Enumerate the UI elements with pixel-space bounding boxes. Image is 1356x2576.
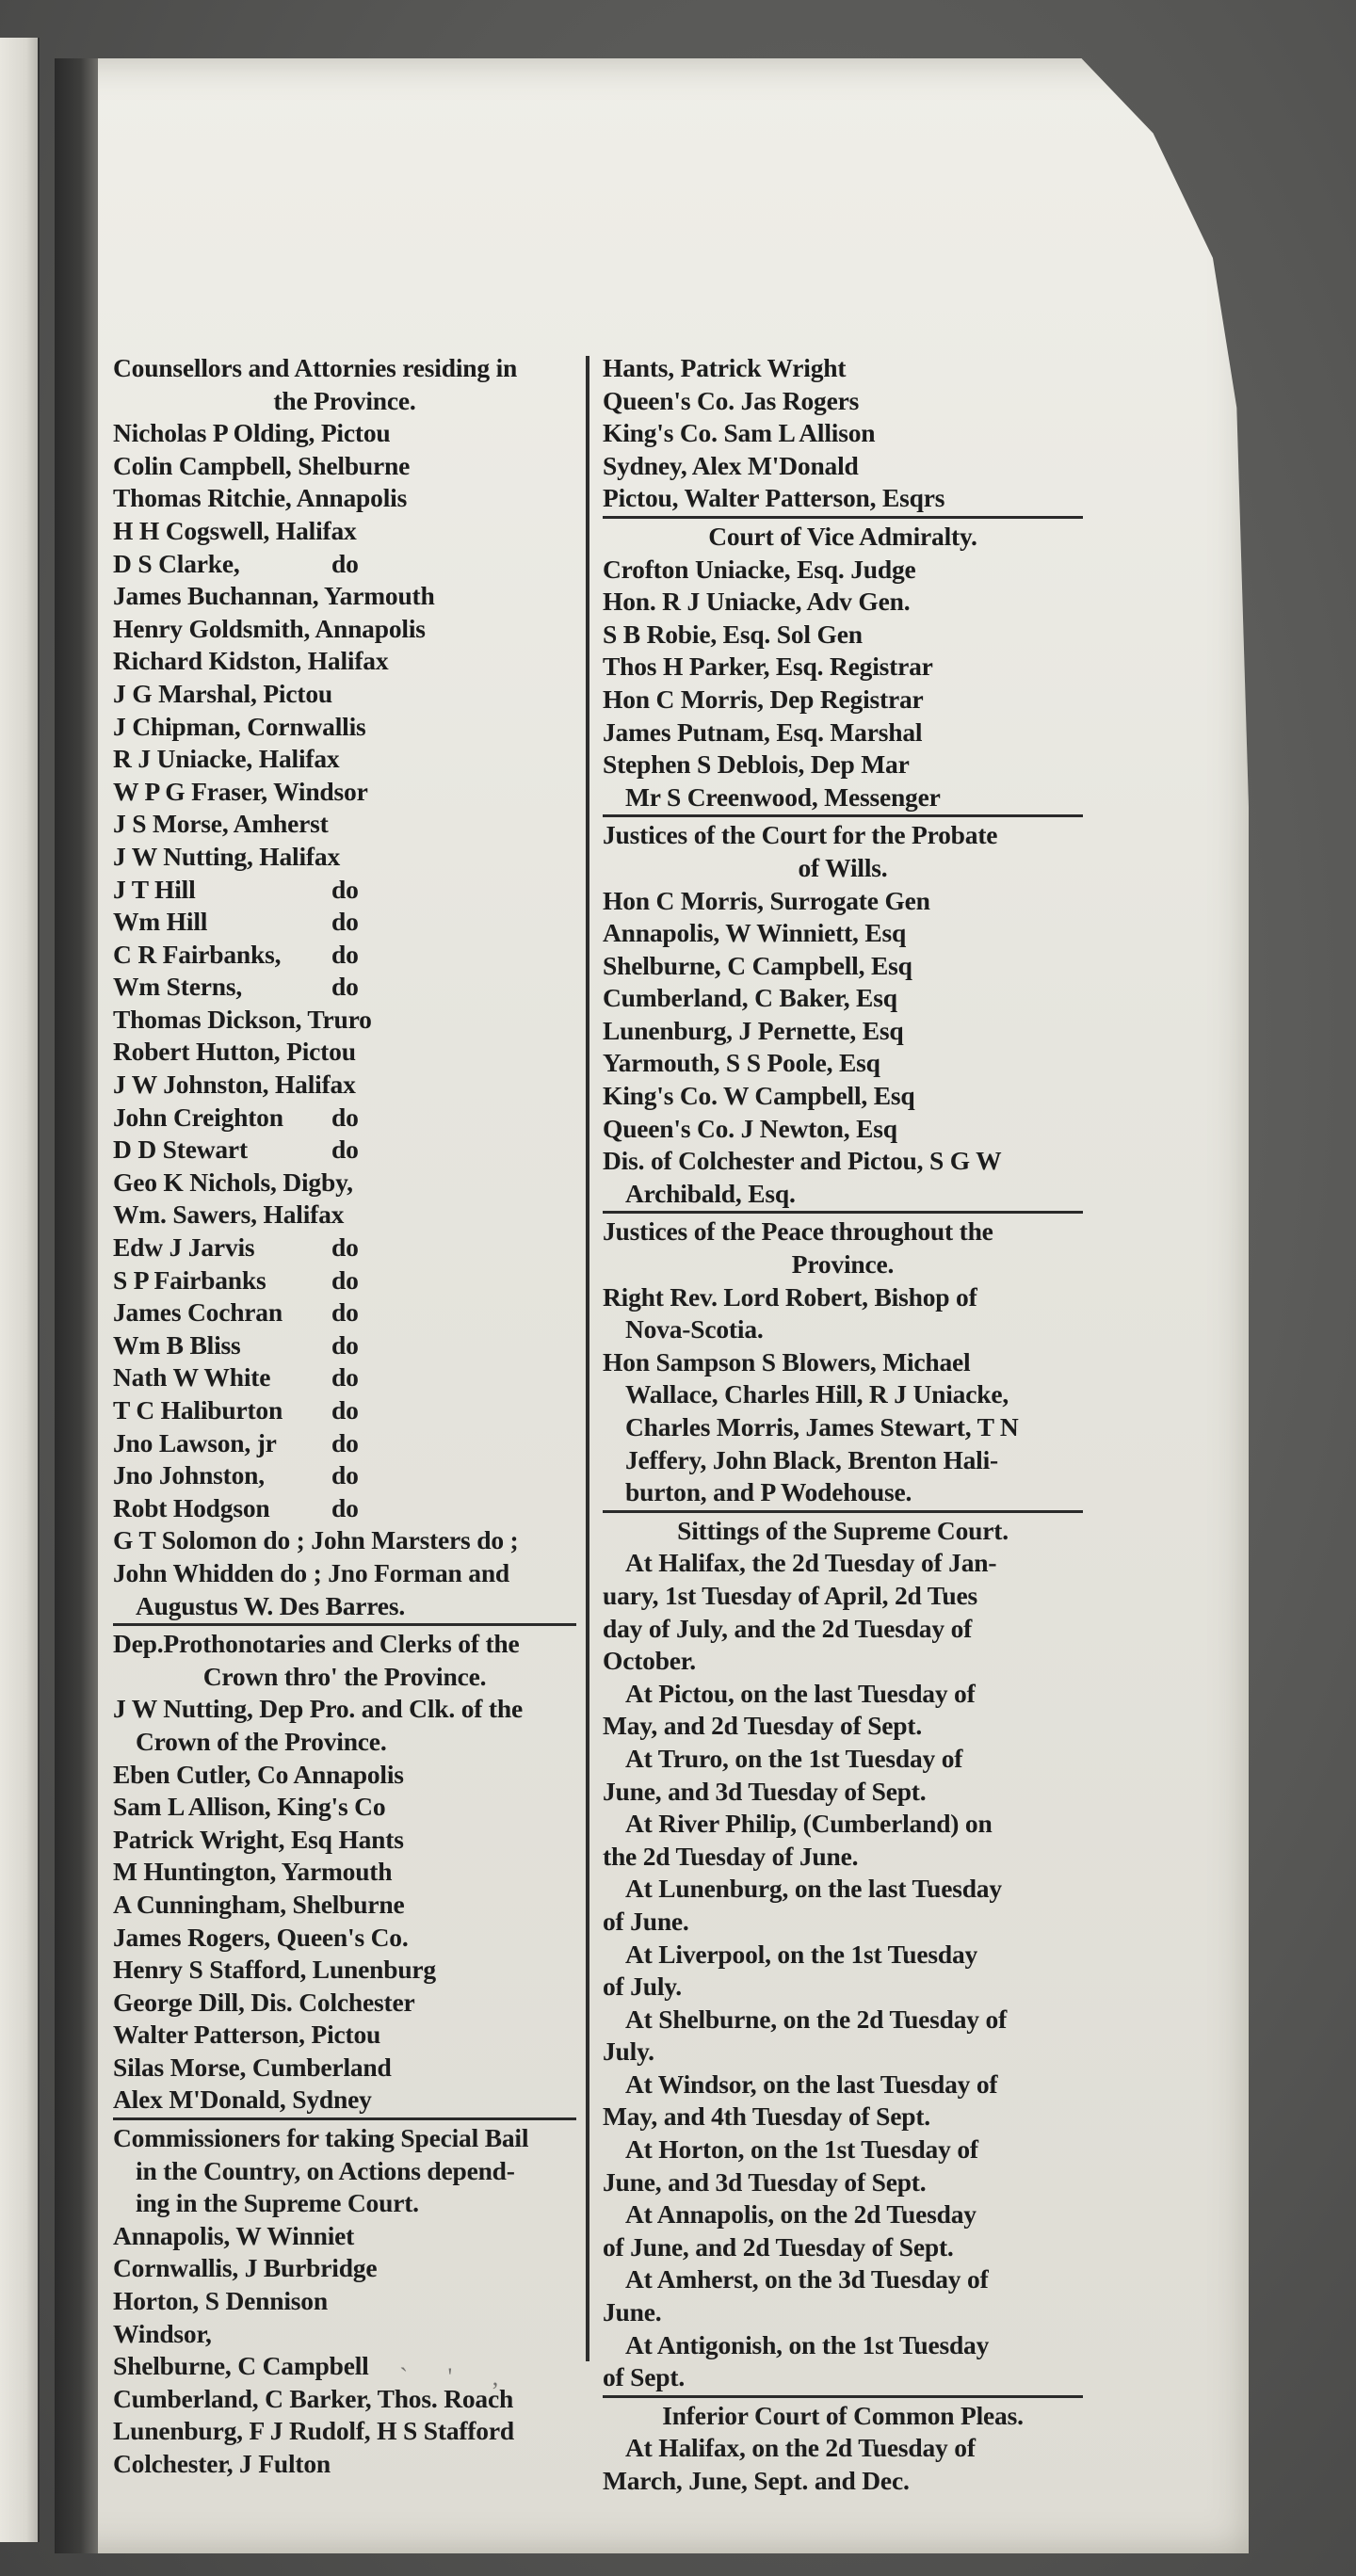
list-item — [113, 515, 576, 548]
list-item: King's Co. W Campbell, Esq — [603, 1081, 915, 1111]
text-line: At Shelburne, on the 2d Tuesday of — [625, 2004, 1008, 2034]
counsellor-name: J W Nutting, Halifax — [113, 841, 340, 871]
ditto-mark: do — [331, 548, 359, 578]
counsellor-name: John Creighton — [113, 1102, 283, 1132]
list-item: S B Robie, Esq. Sol Gen — [603, 619, 863, 649]
ditto-mark: do — [331, 972, 359, 1002]
counsellor-name: D D Stewart — [113, 1135, 248, 1165]
counsellor-name: Thomas Ritchie, Annapolis — [113, 483, 408, 513]
list-item — [113, 417, 576, 450]
list-item — [113, 1296, 576, 1329]
list-item: Dis. of Colchester and Pictou, S G W — [603, 1146, 1002, 1176]
counsellor-name: James Cochran — [113, 1297, 282, 1328]
text-line: Charles Morris, James Stewart, T N — [625, 1412, 1019, 1441]
section-rule — [113, 1623, 576, 1626]
ditto-mark: do — [331, 874, 359, 904]
text-line: At Windsor, on the last Tuesday of — [625, 2069, 998, 2099]
text-line: of Sept. — [603, 2362, 686, 2392]
text-line: Jeffery, John Black, Brenton Hali- — [625, 1444, 999, 1474]
counsellor-name: James Buchannan, Yarmouth — [113, 581, 435, 611]
counsellor-name: Henry Goldsmith, Annapolis — [113, 613, 426, 643]
list-item: M Huntington, Yarmouth — [113, 1857, 393, 1887]
counsellor-name: T C Haliburton — [113, 1395, 283, 1425]
column-divider — [586, 356, 589, 2361]
text-line: Nova-Scotia. — [625, 1314, 764, 1344]
counsellor-name: W P G Fraser, Windsor — [113, 776, 368, 806]
text-line: May, and 4th Tuesday of Sept. — [603, 2101, 930, 2132]
list-item: Cornwallis, J Burbridge — [113, 2253, 378, 2283]
list-item: Archibald, Esq. — [625, 1178, 796, 1208]
list-item — [113, 645, 576, 678]
list-item — [113, 1492, 576, 1525]
list-item: Queen's Co. Jas Rogers — [603, 385, 860, 415]
list-item — [113, 613, 576, 646]
ditto-mark: do — [331, 1135, 359, 1165]
text-line: March, June, Sept. and Dec. — [603, 2466, 910, 2495]
list-item: Annapolis, W Winniett, Esq — [603, 918, 907, 948]
list-item — [113, 808, 576, 841]
ditto-mark: do — [331, 1102, 359, 1132]
list-item: Shelburne, C Campbell, Esq — [603, 950, 912, 980]
peace-heading-line-1: Justices of the Peace throughout the — [603, 1216, 993, 1247]
counsellor-name: Wm Hill — [113, 907, 208, 937]
list-item: James Putnam, Esq. Marshal — [603, 716, 923, 747]
counsellors-tail-line: Augustus W. Des Barres. — [136, 1590, 405, 1620]
text-line: At Lunenburg, on the last Tuesday — [625, 1874, 1002, 1904]
list-item: Lunenburg, J Pernette, Esq — [603, 1015, 904, 1045]
counsellor-name: Jno Johnston, — [113, 1460, 265, 1490]
list-item: Lunenburg, F J Rudolf, H S Stafford — [113, 2416, 514, 2446]
section-rule — [603, 814, 1083, 817]
list-item: Walter Patterson, Pictou — [113, 2020, 381, 2050]
text-line: At Amherst, on the 3d Tuesday of — [625, 2264, 989, 2294]
list-item: Hon C Morris, Surrogate Gen — [603, 885, 930, 915]
ditto-mark: do — [331, 1492, 359, 1522]
peace-heading-line-2: Province. — [791, 1249, 895, 1280]
list-item — [113, 1459, 576, 1492]
counsellor-name: J S Morse, Amherst — [113, 809, 329, 839]
text-line: At Truro, on the 1st Tuesday of — [625, 1743, 963, 1773]
section-rule — [603, 2395, 1083, 2398]
list-item: Thos H Parker, Esq. Registrar — [603, 652, 933, 682]
list-item — [113, 580, 576, 613]
counsellor-name: Colin Campbell, Shelburne — [113, 450, 411, 480]
ditto-mark: do — [331, 1329, 359, 1360]
counsellor-name: Richard Kidston, Halifax — [113, 646, 389, 676]
text-line: At Liverpool, on the 1st Tuesday — [625, 1939, 978, 1969]
counsellors-heading-line-1: Counsellors and Attornies residing in — [113, 353, 518, 382]
list-item — [113, 711, 576, 744]
text-line: Hon Sampson S Blowers, Michael — [603, 1346, 971, 1377]
counsellors-tail-line: G T Solomon do ; John Marsters do ; — [113, 1525, 519, 1555]
list-item: Colchester, J Fulton — [113, 2449, 331, 2478]
text-line: At Antigonish, on the 1st Tuesday — [625, 2329, 990, 2359]
right-column — [603, 352, 1083, 2498]
ditto-mark: do — [331, 1395, 359, 1425]
list-item: Mr S Creenwood, Messenger — [625, 781, 941, 812]
counsellor-name: J T Hill — [113, 874, 196, 904]
list-item: Cumberland, C Baker, Esq — [603, 983, 897, 1013]
text-line: June. — [603, 2297, 662, 2327]
list-item — [113, 482, 576, 515]
section-rule — [603, 1510, 1083, 1513]
text-line: At Annapolis, on the 2d Tuesday — [625, 2199, 977, 2230]
left-column — [113, 352, 576, 2481]
list-item: Horton, S Dennison — [113, 2286, 328, 2316]
list-item — [113, 1427, 576, 1460]
list-item — [113, 1004, 576, 1037]
list-item: George Dill, Dis. Colchester — [113, 1987, 415, 2017]
list-item — [113, 841, 576, 874]
counsellor-name: J G Marshal, Pictou — [113, 678, 332, 708]
list-item: Pictou, Walter Patterson, Esqrs — [603, 483, 945, 513]
counsellors-heading-line-2: the Province. — [273, 385, 416, 415]
text-line: At Pictou, on the last Tuesday of — [625, 1678, 976, 1708]
text-line: burton, and P Wodehouse. — [625, 1477, 912, 1507]
list-item — [113, 776, 576, 809]
text-line: October. — [603, 1646, 696, 1676]
list-item — [113, 1069, 576, 1102]
list-item: Alex M'Donald, Sydney — [113, 2085, 372, 2115]
list-item: Henry S Stafford, Lunenburg — [113, 1955, 436, 1985]
list-item: James Rogers, Queen's Co. — [113, 1922, 409, 1952]
text-line: June, and 3d Tuesday of Sept. — [603, 2166, 927, 2197]
list-item: Hants, Patrick Wright — [603, 353, 847, 382]
section-rule — [603, 516, 1083, 519]
counsellor-name: Jno Lawson, jr — [113, 1427, 277, 1457]
list-item — [113, 548, 576, 581]
list-item — [113, 1394, 576, 1427]
list-item — [113, 743, 576, 776]
commissioners-heading-line-2: in the Country, on Actions depend- — [136, 2155, 515, 2185]
list-item — [113, 874, 576, 907]
commissioners-heading-line-3: ing in the Supreme Court. — [136, 2188, 419, 2218]
list-item — [113, 939, 576, 972]
counsellor-name: D S Clarke, — [113, 548, 240, 578]
list-item: Yarmouth, S S Poole, Esq — [603, 1048, 880, 1078]
counsellor-name: J Chipman, Cornwallis — [113, 711, 366, 741]
list-item: Hon. R J Uniacke, Adv Gen. — [603, 587, 911, 617]
list-item: Annapolis, W Winniet — [113, 2220, 355, 2250]
list-item — [113, 1167, 576, 1199]
text-line: At Horton, on the 1st Tuesday of — [625, 2134, 978, 2165]
counsellor-name: H H Cogswell, Halifax — [113, 515, 357, 545]
list-item — [113, 1232, 576, 1264]
list-item: Shelburne, C Campbell — [113, 2351, 369, 2381]
counsellor-name: S P Fairbanks — [113, 1264, 266, 1295]
counsellor-name: Geo K Nichols, Digby, — [113, 1167, 353, 1197]
vice-admiralty-heading: Court of Vice Admiralty. — [708, 521, 977, 551]
text-line: May, and 2d Tuesday of Sept. — [603, 1711, 923, 1741]
list-item — [113, 1102, 576, 1135]
probate-heading-line-1: Justices of the Court for the Probate — [603, 820, 998, 850]
text-line: June, and 3d Tuesday of Sept. — [603, 1776, 927, 1806]
text-line: Wallace, Charles Hill, R J Uniacke, — [625, 1379, 1009, 1409]
text-line: At Halifax, the 2d Tuesday of Jan- — [625, 1548, 997, 1578]
list-item: Patrick Wright, Esq Hants — [113, 1824, 404, 1854]
counsellor-name: Robt Hodgson — [113, 1492, 270, 1522]
ditto-mark: do — [331, 1232, 359, 1263]
list-item: Windsor, — [113, 2318, 212, 2348]
list-item — [113, 450, 576, 483]
counsellor-name: Nath W White — [113, 1362, 271, 1393]
ditto-mark: do — [331, 1427, 359, 1457]
text-line: At River Philip, (Cumberland) on — [625, 1809, 993, 1839]
prothonotaries-heading-line-2: Crown thro' the Province. — [202, 1661, 487, 1691]
list-item — [113, 971, 576, 1004]
counsellors-list — [113, 417, 576, 1524]
text-line: the 2d Tuesday of June. — [603, 1841, 859, 1871]
counsellor-name: Thomas Dickson, Truro — [113, 1004, 372, 1034]
list-item: Hon C Morris, Dep Registrar — [603, 684, 924, 714]
text-line: uary, 1st Tuesday of April, 2d Tues — [603, 1580, 978, 1610]
prothonotary-entry: J W Nutting, Dep Pro. and Clk. of the — [113, 1694, 523, 1724]
list-item: A Cunningham, Shelburne — [113, 1889, 405, 1919]
ditto-mark: do — [331, 1297, 359, 1328]
ditto-mark: do — [331, 1460, 359, 1490]
common-pleas-heading: Inferior Court of Common Pleas. — [662, 2400, 1024, 2430]
list-item — [113, 1264, 576, 1297]
text-line: Right Rev. Lord Robert, Bishop of — [603, 1281, 977, 1312]
probate-heading-line-2: of Wills. — [798, 852, 888, 882]
counsellor-name: Robert Hutton, Pictou — [113, 1037, 356, 1067]
list-item — [113, 1361, 576, 1394]
previous-page-edge — [0, 38, 40, 2542]
list-item — [113, 1134, 576, 1167]
list-item: Eben Cutler, Co Annapolis — [113, 1759, 404, 1789]
list-item: Stephen S Deblois, Dep Mar — [603, 749, 910, 780]
list-item: Sam L Allison, King's Co — [113, 1792, 386, 1822]
list-item: Crofton Uniacke, Esq. Judge — [603, 554, 916, 584]
ditto-mark: do — [331, 939, 359, 969]
page-binding-shadow — [55, 58, 98, 2553]
section-rule — [603, 1211, 1083, 1214]
list-item: Silas Morse, Cumberland — [113, 2052, 392, 2082]
counsellor-name: Nicholas P Olding, Pictou — [113, 418, 391, 448]
counsellor-name: Wm B Bliss — [113, 1329, 241, 1360]
list-item — [113, 1036, 576, 1069]
list-item: King's Co. Sam L Allison — [603, 418, 876, 448]
text-line: day of July, and the 2d Tuesday of — [603, 1613, 973, 1643]
list-item — [113, 678, 576, 711]
sittings-heading: Sittings of the Supreme Court. — [677, 1515, 1009, 1545]
text-line: July. — [603, 2037, 654, 2067]
section-rule — [113, 2117, 576, 2120]
counsellor-name: Wm Sterns, — [113, 972, 243, 1002]
text-line: At Halifax, on the 2d Tuesday of — [625, 2433, 976, 2463]
list-item — [113, 906, 576, 939]
list-item — [113, 1199, 576, 1232]
list-item: Cumberland, C Barker, Thos. Roach — [113, 2383, 514, 2413]
ditto-mark: do — [331, 1264, 359, 1295]
list-item: Queen's Co. J Newton, Esq — [603, 1113, 897, 1143]
prothonotaries-heading-line-1: Dep.Prothonotaries and Clerks of the — [113, 1629, 520, 1659]
ditto-mark: do — [331, 1362, 359, 1393]
text-line: of July. — [603, 1972, 682, 2002]
ditto-mark: do — [331, 907, 359, 937]
text-line: of June. — [603, 1906, 689, 1936]
text-line: of June, and 2d Tuesday of Sept. — [603, 2231, 954, 2262]
list-item: Sydney, Alex M'Donald — [603, 450, 859, 480]
counsellor-name: Wm. Sawers, Halifax — [113, 1199, 345, 1230]
counsellors-tail-line: John Whidden do ; Jno Forman and — [113, 1557, 510, 1587]
counsellor-name: J W Johnston, Halifax — [113, 1070, 356, 1100]
counsellor-name: R J Uniacke, Halifax — [113, 744, 340, 774]
ink-smudge-marks: ' ' ` ' , — [311, 2363, 516, 2391]
commissioners-heading-line-1: Commissioners for taking Special Bail — [113, 2123, 529, 2153]
prothonotary-entry: Crown of the Province. — [136, 1726, 387, 1756]
list-item — [113, 1329, 576, 1362]
counsellor-name: Edw J Jarvis — [113, 1232, 255, 1263]
counsellor-name: C R Fairbanks, — [113, 939, 282, 969]
